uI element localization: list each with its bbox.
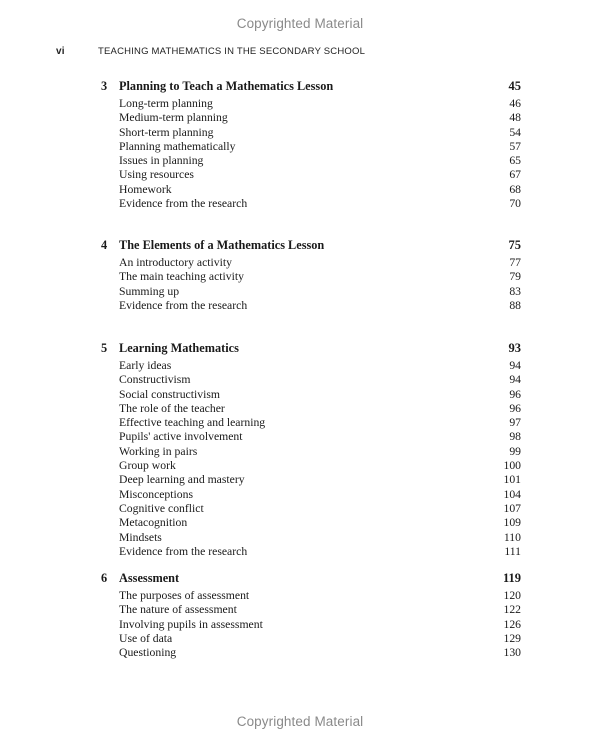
chapter-title: Learning Mathematics: [119, 341, 239, 355]
entry-page-number: 122: [503, 603, 521, 617]
toc-entry[interactable]: [101, 270, 521, 284]
toc-entry[interactable]: [101, 154, 521, 168]
chapter-title: Planning to Teach a Mathematics Lesson: [119, 79, 334, 93]
entry-page-number: 111: [504, 544, 521, 558]
toc-entry[interactable]: [101, 140, 521, 154]
entry-title: Cognitive conflict: [119, 501, 204, 515]
toc-entry[interactable]: [101, 531, 521, 545]
toc-entry[interactable]: [101, 111, 521, 125]
entry-title: The role of the teacher: [119, 401, 225, 415]
entry-page-number: 101: [503, 473, 521, 487]
entry-page-number: 68: [509, 182, 521, 196]
chapter-page-number: 75: [508, 238, 521, 252]
entry-page-number: 130: [503, 646, 521, 660]
toc-entry[interactable]: [101, 388, 521, 402]
entry-page-number: 54: [509, 125, 521, 139]
chapter-heading[interactable]: [101, 79, 521, 97]
entry-page-number: 100: [503, 459, 521, 473]
entry-title: Evidence from the research: [119, 544, 248, 558]
toc-entry[interactable]: [101, 285, 521, 299]
entry-title: Mindsets: [119, 530, 162, 544]
chapter-page-number: 93: [508, 341, 521, 355]
entry-page-number: 96: [509, 401, 521, 415]
entry-title: Working in pairs: [119, 444, 198, 458]
entry-title: The nature of assessment: [119, 603, 237, 617]
entry-page-number: 65: [509, 154, 521, 168]
toc-entry[interactable]: [101, 402, 521, 416]
entry-page-number: 94: [509, 373, 521, 387]
entry-page-number: 48: [509, 111, 521, 125]
chapter-number: 5: [101, 341, 108, 355]
entry-title: Homework: [119, 182, 172, 196]
chapter-title: Assessment: [119, 571, 180, 585]
entry-title: Early ideas: [119, 359, 172, 372]
entry-page-number: 107: [503, 501, 521, 515]
entry-title: Questioning: [119, 646, 177, 660]
entry-title: Social constructivism: [119, 387, 220, 401]
entry-title: Use of data: [119, 631, 173, 645]
entry-title: Involving pupils in assessment: [119, 617, 263, 631]
page-folio: vi: [56, 46, 65, 57]
chapter-heading[interactable]: [101, 238, 521, 256]
toc-entry[interactable]: [101, 445, 521, 459]
chapter-number: 4: [101, 238, 108, 252]
toc-entry[interactable]: [101, 502, 521, 516]
toc-entry[interactable]: [101, 183, 521, 197]
entry-title: Pupils' active involvement: [119, 430, 243, 444]
toc-entry[interactable]: [101, 168, 521, 182]
toc-chapter-4: [101, 238, 521, 313]
entry-page-number: 46: [509, 97, 521, 110]
entry-page-number: 88: [509, 298, 521, 312]
running-head: [56, 46, 365, 57]
entry-page-number: 97: [509, 416, 521, 430]
toc-entry[interactable]: [101, 126, 521, 140]
entry-page-number: 99: [509, 444, 521, 458]
entry-title: Effective teaching and learning: [119, 416, 266, 430]
entry-title: Short-term planning: [119, 125, 214, 139]
chapter-heading[interactable]: [101, 341, 521, 359]
entry-title: An introductory activity: [119, 256, 232, 269]
toc-chapter-5: [101, 341, 521, 559]
entry-page-number: 83: [509, 284, 521, 298]
toc-entry[interactable]: [101, 632, 521, 646]
entry-page-number: 70: [509, 197, 521, 211]
toc-entry[interactable]: [101, 197, 521, 211]
entry-title: Medium-term planning: [119, 111, 228, 125]
entry-page-number: 96: [509, 387, 521, 401]
toc-entry[interactable]: [101, 97, 521, 111]
toc-entry[interactable]: [101, 603, 521, 617]
entry-page-number: 77: [509, 256, 521, 269]
toc-entry[interactable]: [101, 473, 521, 487]
entry-title: Long-term planning: [119, 97, 213, 110]
toc-entry[interactable]: [101, 459, 521, 473]
entry-page-number: 79: [509, 270, 521, 284]
toc-chapter-3: [101, 79, 521, 211]
toc-entry[interactable]: [101, 646, 521, 660]
section-list: [101, 359, 521, 559]
entry-page-number: 129: [503, 631, 521, 645]
section-list: [101, 97, 521, 211]
entry-title: Evidence from the research: [119, 298, 248, 312]
toc-entry[interactable]: [101, 299, 521, 313]
toc-entry[interactable]: [101, 516, 521, 530]
watermark-top: Copyrighted Material: [236, 16, 364, 31]
toc-entry[interactable]: [101, 256, 521, 270]
entry-title: The purposes of assessment: [119, 589, 250, 602]
toc-entry[interactable]: [101, 589, 521, 603]
chapter-page-number: 45: [508, 79, 521, 93]
entry-title: Summing up: [119, 284, 180, 298]
section-list: [101, 589, 521, 660]
entry-page-number: 94: [509, 359, 521, 372]
chapter-number: 3: [101, 79, 108, 93]
entry-title: Constructivism: [119, 373, 191, 387]
entry-page-number: 110: [503, 530, 521, 544]
entry-page-number: 104: [503, 487, 521, 501]
toc-entry[interactable]: [101, 545, 521, 559]
entry-page-number: 57: [509, 139, 521, 153]
entry-page-number: 67: [509, 168, 521, 182]
entry-page-number: 98: [509, 430, 521, 444]
chapter-heading[interactable]: [101, 571, 521, 589]
toc-chapter-6: [101, 571, 521, 660]
toc-entry[interactable]: [101, 373, 521, 387]
chapter-number: 6: [101, 571, 108, 585]
entry-title: Metacognition: [119, 516, 188, 530]
entry-title: Misconceptions: [119, 487, 194, 501]
toc-entry[interactable]: [101, 430, 521, 444]
chapter-title: The Elements of a Mathematics Lesson: [119, 238, 325, 252]
entry-title: Planning mathematically: [119, 139, 236, 153]
entry-title: Deep learning and mastery: [119, 473, 245, 487]
watermark-bottom: Copyrighted Material: [236, 714, 364, 729]
entry-title: Evidence from the research: [119, 197, 248, 211]
entry-title: Issues in planning: [119, 154, 204, 168]
toc-entry[interactable]: [101, 488, 521, 502]
chapter-page-number: 119: [502, 571, 521, 585]
toc-entry[interactable]: [101, 618, 521, 632]
entry-title: The main teaching activity: [119, 270, 244, 284]
toc-entry[interactable]: [101, 359, 521, 373]
entry-page-number: 109: [503, 516, 521, 530]
running-head-title: TEACHING MATHEMATICS IN THE SECONDARY SCHOOL: [98, 46, 366, 57]
entry-page-number: 120: [503, 589, 521, 602]
entry-page-number: 126: [503, 617, 521, 631]
entry-title: Using resources: [119, 168, 194, 182]
entry-title: Group work: [119, 459, 176, 473]
toc-entry[interactable]: [101, 416, 521, 430]
section-list: [101, 256, 521, 313]
